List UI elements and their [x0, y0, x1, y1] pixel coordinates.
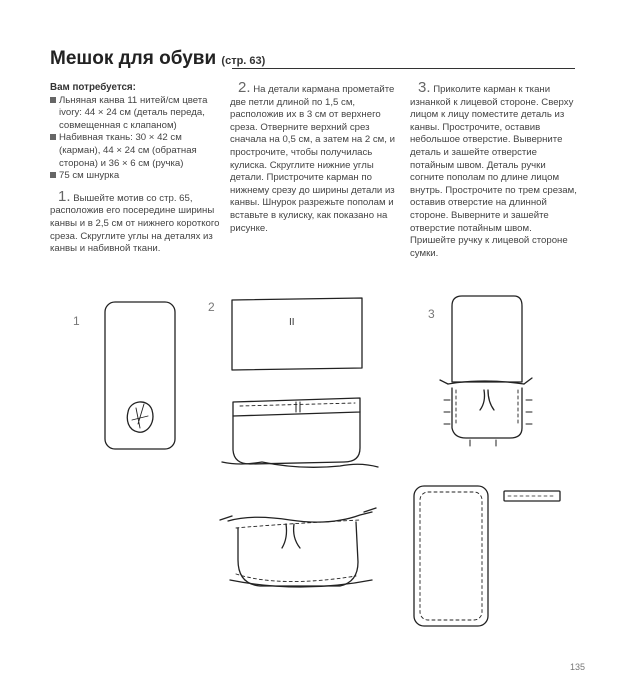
material-text: 75 см шнурка: [59, 170, 120, 182]
title-text: Мешок для обуви: [50, 48, 217, 69]
figure-3-assembled-bag: [440, 296, 532, 446]
page-reference: (стр. 63): [221, 55, 266, 67]
figure-1-canvas-panel: [105, 302, 175, 449]
figure-3-label: 3: [428, 307, 435, 321]
figure-1-label: 1: [73, 314, 80, 328]
step-text: Приколите карман к ткани изнанкой к лицевой стороне. Сверху лицом к лицу поместите деталь из канвы. Прострочите, оставив небольшое отверстие. Выверните деталь и зашейте отверстие потайным швом. Деталь ручки согните пополам по длине лицом внутрь. Прострочите по трем срезам, оставив отверстие на длинной стороне. Выверните и зашейте отверстие потайным швом. Пришейте ручку к лицевой стороне сумки.: [410, 84, 577, 259]
page-number: 135: [569, 662, 585, 672]
slot-mark: II: [289, 317, 295, 328]
step-text: На детали кармана прометайте две петли длиной по 1,5 см, расположив их в 3 см от верхнего среза. Отверните верхний срез сначала на 0,5 см, а затем на 2 см, и прострочите, чтобы получилась кулиска. Скруглите нижние углы детали. Пристрочите карман по нижнему срезу до ширины детали из канвы. Шнурок разрежьте пополам и вставьте в кулиску, как показано на рисунке.: [230, 84, 395, 234]
material-text: Набивная ткань: 30 × 42 см (карман), 44 × 24 см (обратная сторона) и 36 × 6 см (ручка): [59, 132, 197, 169]
material-text: Льняная канва 11 нитей/см цвета ivory: 44 × 24 см (деталь переда, совмещенная с клапаном): [59, 94, 208, 131]
materials-heading: Вам потребуется:: [50, 82, 136, 93]
figure-2-pocket-drawstring: [220, 508, 376, 587]
step-number: 1.: [58, 187, 71, 205]
figure-2-label: 2: [208, 300, 215, 314]
figure-3-handle-strip: [504, 491, 560, 501]
step-text: Вышейте мотив со стр. 65, расположив его посередине ширины канвы и в 2,5 см от нижнего короткого среза. Скруглите углы на деталях из канвы и набивной ткани.: [50, 192, 220, 255]
figure-2-pocket-casing: [222, 398, 378, 467]
step-number: 2.: [238, 79, 251, 96]
figure-3-finished-bag: [414, 486, 488, 626]
step-number: 3.: [418, 79, 431, 96]
figure-2-flat-pocket: [232, 298, 362, 370]
